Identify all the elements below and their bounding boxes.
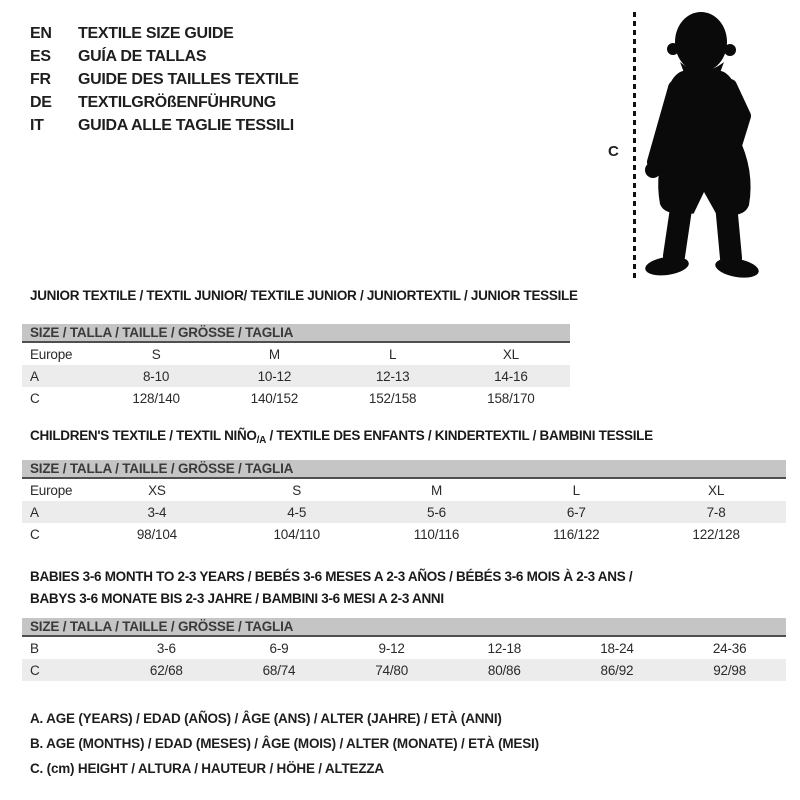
children-title-prefix: CHILDREN'S TEXTILE / TEXTIL NIÑO xyxy=(30,428,257,443)
note-age-years: A. AGE (YEARS) / EDAD (AÑOS) / ÂGE (ANS) / ALTER (JAHRE) / ETÀ (ANNI) xyxy=(30,711,502,726)
row-label: C xyxy=(22,659,110,681)
table-row-age xyxy=(22,365,570,387)
babies-title-line1: BABIES 3-6 MONTH TO 2-3 YEARS / BEBÉS 3-6 MESES A 2-3 AÑOS / BÉBÉS 3-6 MOIS À 2-3 ANS / xyxy=(30,569,633,584)
height-cell: 116/122 xyxy=(553,526,600,542)
height-cell: 110/116 xyxy=(413,526,460,542)
lang-code: IT xyxy=(30,117,44,134)
height-cell: 92/98 xyxy=(673,659,786,681)
babies-table xyxy=(22,637,786,681)
row-label: Europe xyxy=(30,482,73,498)
size-cell: L xyxy=(388,346,397,362)
size-header-bar: SIZE / TALLA / TAILLE / GRÖSSE / TAGLIA xyxy=(22,618,786,637)
age-cell: 4-5 xyxy=(227,501,367,523)
size-cell: XS xyxy=(148,482,166,498)
months-cell: 3-6 xyxy=(156,640,176,656)
height-cell: 74/80 xyxy=(335,659,448,681)
babies-section-title xyxy=(30,566,632,610)
age-cell: 3-4 xyxy=(87,501,227,523)
row-label: A xyxy=(22,501,87,523)
size-cell: XL xyxy=(502,346,519,362)
lang-row-de xyxy=(30,91,299,114)
legend-notes xyxy=(30,706,539,781)
lang-row-it xyxy=(30,114,299,137)
age-cell: 7-8 xyxy=(646,501,786,523)
babies-size-table xyxy=(22,618,786,681)
height-cell: 140/152 xyxy=(250,390,299,406)
months-cell: 9-12 xyxy=(378,640,405,656)
row-label: C xyxy=(30,390,40,406)
lang-title: TEXTILE SIZE GUIDE xyxy=(78,25,234,42)
height-cell: 128/140 xyxy=(132,390,180,406)
lang-row-fr xyxy=(30,68,299,91)
junior-size-table xyxy=(22,324,570,409)
age-cell: 12-13 xyxy=(334,365,452,387)
lang-title: GUIDA ALLE TAGLIE TESSILI xyxy=(78,117,294,134)
height-cell: 122/128 xyxy=(692,526,740,542)
children-size-table xyxy=(22,460,786,545)
table-row-height xyxy=(22,523,786,545)
size-cell: M xyxy=(430,482,443,498)
note-age-months: B. AGE (MONTHS) / EDAD (MESES) / ÂGE (MOIS) / ALTER (MONATE) / ETÀ (MESI) xyxy=(30,736,539,751)
age-cell: 8-10 xyxy=(97,365,215,387)
age-cell: 5-6 xyxy=(367,501,507,523)
lang-code: EN xyxy=(30,25,52,42)
children-section-title xyxy=(30,428,653,446)
lang-code: FR xyxy=(30,71,51,88)
row-label: A xyxy=(22,365,97,387)
age-cell: 6-7 xyxy=(506,501,646,523)
table-row-height xyxy=(22,659,786,681)
months-cell: 12-18 xyxy=(487,640,522,656)
height-cell: 104/110 xyxy=(273,526,320,542)
size-cell: S xyxy=(151,346,161,362)
table-row-age xyxy=(22,501,786,523)
row-label: B xyxy=(30,640,39,656)
table-row-europe xyxy=(22,479,786,501)
height-cell: 68/74 xyxy=(223,659,336,681)
height-cell: 80/86 xyxy=(448,659,561,681)
row-label: Europe xyxy=(30,346,73,362)
age-cell: 14-16 xyxy=(452,365,570,387)
table-row-europe xyxy=(22,343,570,365)
row-label: C xyxy=(30,526,40,542)
lang-row-en xyxy=(30,22,299,45)
height-cell: 86/92 xyxy=(561,659,674,681)
lang-row-es xyxy=(30,45,299,68)
lang-title: GUÍA DE TALLAS xyxy=(78,48,207,65)
months-cell: 18-24 xyxy=(600,640,634,656)
size-cell: XL xyxy=(708,482,725,498)
children-table xyxy=(22,479,786,545)
lang-code: ES xyxy=(30,48,51,65)
table-row-months xyxy=(22,637,786,659)
table-row-height xyxy=(22,387,570,409)
lang-title: GUIDE DES TAILLES TEXTILE xyxy=(78,71,299,88)
size-cell: M xyxy=(268,346,280,362)
height-measure-label: C xyxy=(608,143,619,160)
months-cell: 24-36 xyxy=(712,640,747,656)
height-cell: 158/170 xyxy=(487,390,535,406)
lang-code: DE xyxy=(30,94,52,111)
height-cell: 62/68 xyxy=(110,659,223,681)
junior-table xyxy=(22,343,570,409)
children-title-suffix: / TEXTILE DES ENFANTS / KINDERTEXTIL / BAMBINI TESSILE xyxy=(266,428,653,443)
toddler-silhouette-icon xyxy=(640,10,764,278)
size-header-bar: SIZE / TALLA / TAILLE / GRÖSSE / TAGLIA xyxy=(22,324,570,343)
size-cell: L xyxy=(572,482,580,498)
note-height-cm: C. (cm) HEIGHT / ALTURA / HAUTEUR / HÖHE / ALTEZZA xyxy=(30,761,384,776)
language-title-list xyxy=(30,22,299,137)
children-title-sub: /A xyxy=(256,435,267,446)
size-cell: S xyxy=(292,482,302,498)
height-cell: 98/104 xyxy=(136,526,177,542)
months-cell: 6-9 xyxy=(269,640,289,656)
lang-title: TEXTILGRÖßENFÜHRUNG xyxy=(78,94,276,111)
size-header-bar: SIZE / TALLA / TAILLE / GRÖSSE / TAGLIA xyxy=(22,460,786,479)
height-cell: 152/158 xyxy=(368,390,417,406)
height-measure-dashed-line xyxy=(633,12,636,278)
babies-title-line2: BABYS 3-6 MONATE BIS 2-3 JAHRE / BAMBINI 3-6 MESI A 2-3 ANNI xyxy=(30,591,444,606)
junior-section-title: JUNIOR TEXTILE / TEXTIL JUNIOR/ TEXTILE JUNIOR / JUNIORTEXTIL / JUNIOR TESSILE xyxy=(30,288,578,303)
age-cell: 10-12 xyxy=(215,365,333,387)
